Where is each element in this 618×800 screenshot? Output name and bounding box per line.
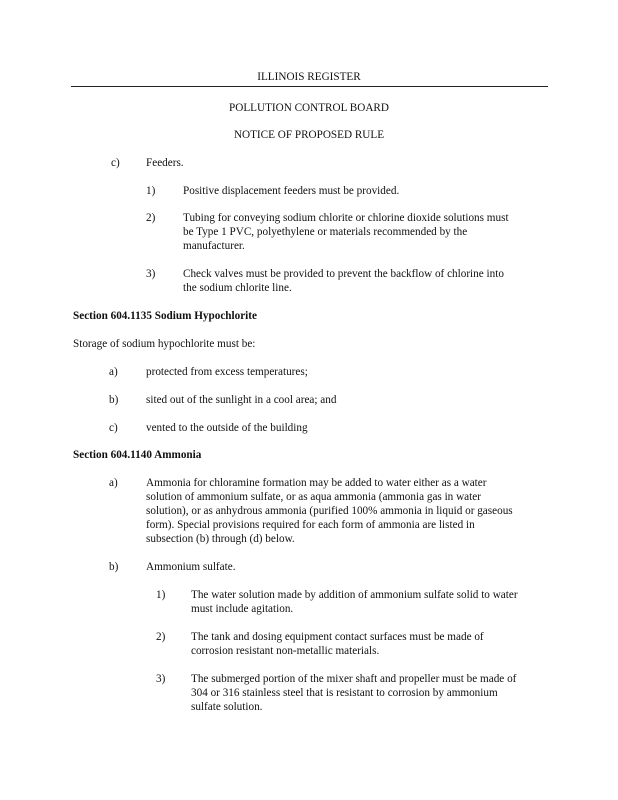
list-item-text: protected from excess temperatures;: [146, 366, 308, 378]
subsection-b-label: b): [109, 561, 119, 573]
subsection-a-line: form). Special provisions required for each form of ammonia are listed in: [146, 519, 475, 531]
feeder-item-num: 2): [146, 212, 156, 224]
sulfate-item-line: The tank and dosing equipment contact surfaces must be made of: [191, 631, 484, 643]
subsection-b-title: Ammonium sulfate.: [146, 561, 236, 573]
subsection-a-line: Ammonia for chloramine formation may be added to water either as a water: [146, 477, 487, 489]
feeder-item-line: Tubing for conveying sodium chlorite or chlorine dioxide solutions must: [183, 212, 509, 224]
subsection-a-line: solution of ammonium sulfate, or as aqua ammonia (ammonia gas in water: [146, 491, 481, 503]
header-rule: [71, 86, 548, 87]
list-item-text: sited out of the sunlight in a cool area; and: [146, 394, 337, 406]
sulfate-item-line: sulfate solution.: [191, 701, 263, 713]
sulfate-item-line: corrosion resistant non-metallic materials.: [191, 645, 380, 657]
sulfate-item-num: 1): [156, 589, 166, 601]
feeder-item-line: Positive displacement feeders must be provided.: [183, 185, 400, 197]
feeder-item-line: manufacturer.: [183, 240, 245, 252]
section-intro: Storage of sodium hypochlorite must be:: [73, 338, 256, 350]
list-item-text: vented to the outside of the building: [146, 422, 308, 434]
section-heading-1140: Section 604.1140 Ammonia: [73, 449, 202, 461]
section-heading-1135: Section 604.1135 Sodium Hypochlorite: [73, 310, 257, 322]
sulfate-item-line: 304 or 316 stainless steel that is resistant to corrosion by ammonium: [191, 687, 498, 699]
feeders-label: c): [111, 157, 120, 169]
sulfate-item-num: 3): [156, 673, 166, 685]
feeder-item-line: be Type 1 PVC, polyethylene or materials recommended by the: [183, 226, 468, 238]
list-item-label: a): [109, 366, 118, 378]
subsection-a-line: subsection (b) through (d) below.: [146, 533, 295, 545]
feeder-item-line: the sodium chlorite line.: [183, 282, 292, 294]
feeder-item-line: Check valves must be provided to prevent the backflow of chlorine into: [183, 268, 504, 280]
sulfate-item-line: The submerged portion of the mixer shaft and propeller must be made of: [191, 673, 517, 685]
sulfate-item-line: must include agitation.: [191, 603, 294, 615]
subsection-a-label: a): [109, 477, 118, 489]
list-item-label: c): [109, 422, 118, 434]
feeder-item-num: 1): [146, 185, 156, 197]
feeders-title: Feeders.: [146, 157, 184, 169]
board-title: POLLUTION CONTROL BOARD: [229, 102, 389, 114]
sulfate-item-num: 2): [156, 631, 166, 643]
notice-title: NOTICE OF PROPOSED RULE: [233, 129, 385, 141]
subsection-a-line: solution), or as anhydrous ammonia (purified 100% ammonia in liquid or gaseous: [146, 505, 513, 517]
sulfate-item-line: The water solution made by addition of ammonium sulfate solid to water: [191, 589, 518, 601]
feeder-item-num: 3): [146, 268, 156, 280]
list-item-label: b): [109, 394, 119, 406]
register-title: ILLINOIS REGISTER: [257, 71, 361, 83]
